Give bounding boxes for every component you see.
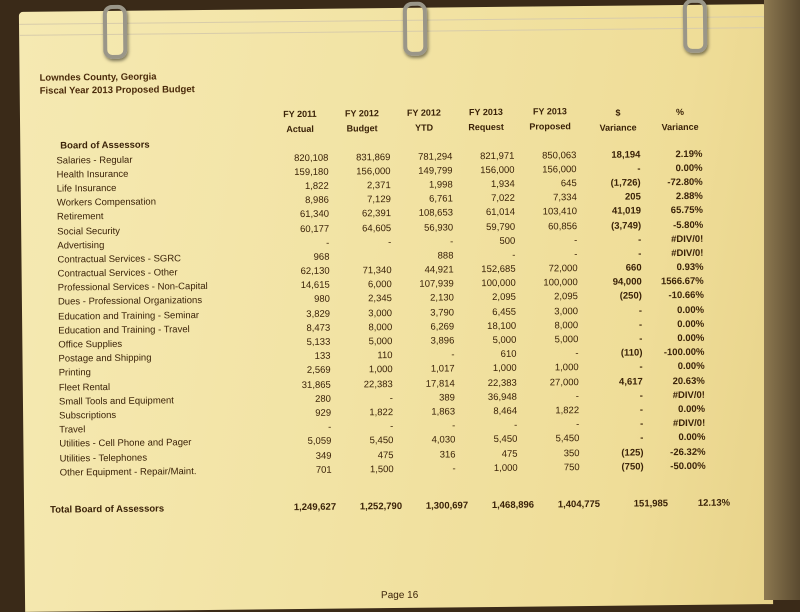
cell-fy2011: 929 <box>315 407 332 419</box>
cell-label: Subscriptions <box>59 409 117 422</box>
cell-fy2013p: 103,410 <box>542 206 578 218</box>
cell-fy2011: 60,177 <box>300 223 330 235</box>
cell-fy2013p: 850,063 <box>542 149 577 162</box>
cell-label: Life Insurance <box>56 182 117 195</box>
cell-fy2011: 968 <box>313 251 330 263</box>
cell-fy2012y: 389 <box>439 392 455 404</box>
cell-pct: 0.00% <box>677 361 705 373</box>
cell-fy2013p: - <box>575 390 579 402</box>
cell-fy2013p: 8,000 <box>554 319 579 332</box>
page-number: Page 16 <box>380 589 419 602</box>
cell-label: Education and Training - Travel <box>58 324 190 337</box>
binder-ring <box>103 5 128 59</box>
cell-label: Dues - Professional Organizations <box>57 295 203 309</box>
cell-fy2013p: 60,856 <box>548 220 578 232</box>
column-header <box>394 105 454 136</box>
cell-label: Small Tools and Equipment <box>58 395 174 408</box>
cell-var: - <box>637 163 641 175</box>
cell-fy2012b: - <box>390 421 394 433</box>
cell-fy2013r: 610 <box>500 348 517 361</box>
cell-var: - <box>638 248 642 260</box>
cell-label: Utilities - Cell Phone and Pager <box>59 437 192 450</box>
cell-fy2013p: - <box>574 234 578 246</box>
county-name: Lowndes County, Georgia <box>39 71 157 84</box>
cell-pct: 20.63% <box>672 375 705 387</box>
cell-var: 18,194 <box>611 149 641 161</box>
cell-fy2013r: 1,000 <box>493 462 518 474</box>
total-fy2011: 1,249,627 <box>293 501 337 514</box>
cell-pct: #DIV/0! <box>671 233 704 245</box>
cell-fy2013p: 645 <box>560 178 577 190</box>
cell-fy2013r: 7,022 <box>491 192 515 205</box>
cell-fy2012y: - <box>452 420 456 432</box>
cell-label: Travel <box>59 424 86 436</box>
cell-fy2012b: 1,500 <box>369 463 394 476</box>
cell-fy2012b: - <box>388 236 392 248</box>
cell-fy2013r: 2,095 <box>492 292 516 304</box>
cell-fy2013r: 821,971 <box>480 150 515 162</box>
cell-label: Contractual Services - SGRC <box>57 253 182 266</box>
cell-fy2012y: 1,998 <box>428 179 453 191</box>
column-header-line1: $ <box>615 107 621 118</box>
cell-fy2012y: 2,130 <box>430 292 454 305</box>
cell-fy2011: 159,180 <box>294 166 329 178</box>
column-header-line2: Request <box>468 121 504 133</box>
cell-pct: 1566.67% <box>660 276 704 288</box>
cell-fy2012b: 8,000 <box>368 321 393 334</box>
total-fy2013-request: 1,468,896 <box>491 499 535 512</box>
budget-title: Fiscal Year 2013 Proposed Budget <box>39 84 195 97</box>
cell-fy2012y: - <box>450 236 454 248</box>
cell-label: Health Insurance <box>56 168 129 181</box>
column-header <box>520 104 580 135</box>
column-header-line1: FY 2011 <box>283 108 317 120</box>
cell-fy2011: 14,615 <box>300 279 330 292</box>
cell-var: 94,000 <box>612 276 642 289</box>
cell-fy2012y: 4,030 <box>431 434 456 446</box>
cell-fy2013r: 22,383 <box>487 377 517 389</box>
column-header-line2: Variance <box>661 121 699 133</box>
cell-fy2012y: - <box>451 349 455 361</box>
binder-cover-edge <box>764 0 800 600</box>
cell-fy2013p: 2,095 <box>554 291 578 303</box>
cell-label: Fleet Rental <box>58 381 111 394</box>
cell-fy2012y: 107,939 <box>419 278 454 291</box>
cell-fy2012y: 3,896 <box>430 335 455 347</box>
cell-fy2013r: 1,000 <box>492 363 517 375</box>
cell-label: Salaries - Regular <box>56 154 133 167</box>
cell-fy2012b: 156,000 <box>356 165 391 178</box>
cell-fy2012b: 1,822 <box>369 407 394 419</box>
cell-fy2011: 5,133 <box>306 336 331 348</box>
column-header <box>332 106 392 137</box>
cell-fy2011: 31,865 <box>301 379 331 391</box>
total-label: Total Board of Assessors <box>50 503 165 516</box>
cell-fy2011: 280 <box>315 393 332 405</box>
cell-var: (1,726) <box>610 177 641 189</box>
cell-fy2013r: 8,464 <box>493 405 518 417</box>
cell-pct: 0.93% <box>676 261 704 274</box>
cell-fy2012y: 316 <box>439 448 456 461</box>
cell-var: - <box>639 333 643 345</box>
total-variance: 151,985 <box>633 498 669 510</box>
cell-fy2013r: 100,000 <box>481 278 516 290</box>
cell-fy2011: 8,986 <box>305 194 329 207</box>
cell-fy2012b: 64,605 <box>362 222 392 234</box>
cell-fy2011: 8,473 <box>306 322 331 334</box>
binder-sheet-edges <box>19 16 767 36</box>
column-header-line1: FY 2012 <box>406 107 441 118</box>
cell-label: Contractual Services - Other <box>57 267 178 280</box>
total-row <box>50 497 731 516</box>
cell-fy2011: 62,130 <box>300 265 330 278</box>
cell-pct: -72.80% <box>667 176 703 189</box>
column-header-line1: FY 2012 <box>344 108 379 119</box>
total-fy2012-ytd: 1,300,697 <box>425 500 469 512</box>
cell-fy2011: - <box>328 421 332 433</box>
cell-var: - <box>638 234 642 246</box>
column-header-line2: Actual <box>286 123 314 135</box>
cell-fy2012y: - <box>452 463 456 475</box>
cell-fy2013p: - <box>574 249 578 261</box>
cell-pct: -10.66% <box>668 290 704 302</box>
cell-fy2011: 1,822 <box>304 180 329 192</box>
binder-ring <box>683 0 708 53</box>
total-fy2012-budget: 1,252,790 <box>359 500 403 513</box>
cell-fy2013p: 3,000 <box>554 305 579 317</box>
cell-fy2013p: 1,822 <box>555 405 580 417</box>
cell-fy2012b: 110 <box>377 350 393 362</box>
cell-var: (125) <box>621 446 644 459</box>
cell-fy2013p: 750 <box>563 461 580 473</box>
cell-fy2013r: 500 <box>499 235 516 247</box>
cell-fy2012b: 6,000 <box>367 279 392 291</box>
cell-pct: #DIV/0! <box>672 389 705 401</box>
cell-pct: 0.00% <box>678 403 706 416</box>
column-header-line2: Budget <box>346 123 378 134</box>
cell-fy2012y: 1,017 <box>430 363 455 376</box>
cell-var: 41,019 <box>611 205 642 218</box>
cell-fy2012y: 781,294 <box>418 150 453 163</box>
column-header-line2: Variance <box>599 122 637 133</box>
cell-fy2011: 3,829 <box>306 308 331 320</box>
column-header <box>270 107 330 138</box>
cell-fy2013p: 156,000 <box>542 163 577 176</box>
cell-fy2012y: 6,269 <box>430 321 455 333</box>
cell-fy2012y: 17,814 <box>425 377 455 390</box>
cell-fy2013r: 1,934 <box>490 178 515 190</box>
cell-fy2012y: 3,790 <box>430 307 455 319</box>
cell-label: Printing <box>58 367 91 379</box>
cell-fy2012y: 1,863 <box>431 406 456 418</box>
cell-var: 660 <box>625 262 642 274</box>
cell-var: - <box>639 390 643 402</box>
column-header-line2: Proposed <box>529 121 571 132</box>
cell-fy2013r: 36,948 <box>487 391 517 403</box>
cell-var: 4,617 <box>618 376 643 388</box>
column-header-line1: % <box>675 106 685 118</box>
column-header <box>588 105 648 136</box>
cell-pct: 65.75% <box>670 205 704 217</box>
cell-fy2013p: 5,450 <box>555 433 580 445</box>
cell-var: (110) <box>620 347 643 359</box>
cell-fy2013r: 156,000 <box>480 164 515 176</box>
cell-fy2011: 701 <box>315 464 332 476</box>
cell-fy2013p: 1,000 <box>554 362 579 374</box>
cell-fy2012b: 71,340 <box>362 265 392 277</box>
cell-fy2013r: - <box>514 419 518 431</box>
cell-fy2013r: 475 <box>501 448 518 460</box>
cell-fy2012b: 3,000 <box>368 307 393 319</box>
cell-label: Education and Training - Seminar <box>58 309 200 323</box>
cell-fy2013r: 6,455 <box>492 306 517 318</box>
cell-label: Social Security <box>57 225 121 238</box>
cell-fy2012y: 149,799 <box>418 165 453 177</box>
cell-fy2013r: 61,014 <box>485 207 516 219</box>
cell-pct: 0.00% <box>677 304 705 316</box>
cell-pct: 0.00% <box>677 318 705 330</box>
cell-pct: -50.00% <box>670 460 706 472</box>
cell-var: (750) <box>621 461 644 473</box>
cell-fy2012b: 475 <box>377 449 394 461</box>
cell-fy2013p: 100,000 <box>543 277 578 289</box>
cell-var: (3,749) <box>610 219 642 232</box>
cell-fy2013r: - <box>512 249 516 261</box>
cell-pct: 2.88% <box>675 190 703 203</box>
cell-fy2013p: 350 <box>563 447 580 459</box>
cell-fy2012y: 888 <box>437 250 454 262</box>
cell-var: - <box>638 319 643 331</box>
cell-label: Utilities - Telephones <box>59 452 148 465</box>
cell-fy2013r: 18,100 <box>487 320 517 332</box>
cell-var: - <box>639 404 644 416</box>
cell-var: - <box>638 305 643 317</box>
cell-var: 205 <box>624 191 641 203</box>
cell-fy2013r: 5,000 <box>492 334 517 347</box>
cell-var: - <box>639 418 644 430</box>
cell-fy2013r: 59,790 <box>486 221 516 233</box>
cell-fy2012b: 5,450 <box>369 435 394 447</box>
cell-fy2013p: 72,000 <box>548 263 578 275</box>
column-header <box>456 105 516 136</box>
budget-page <box>19 4 773 612</box>
cell-label: Workers Compensation <box>56 196 157 209</box>
cell-fy2011: - <box>326 237 330 249</box>
cell-fy2013p: 27,000 <box>549 376 579 388</box>
cell-pct: 0.00% <box>678 432 706 444</box>
cell-fy2012b: 7,129 <box>367 194 391 206</box>
total-percent-variance: 12.13% <box>697 497 731 509</box>
cell-fy2011: 2,569 <box>306 365 331 377</box>
cell-pct: 2.19% <box>675 148 703 160</box>
cell-fy2012b <box>329 249 391 264</box>
total-fy2013-proposed: 1,404,775 <box>557 498 601 511</box>
cell-fy2012y: 108,653 <box>418 207 454 220</box>
cell-fy2012b: 22,383 <box>363 378 393 390</box>
cell-var: (250) <box>619 290 642 303</box>
column-header-line2: YTD <box>415 122 434 133</box>
cell-label: Advertising <box>57 239 105 252</box>
cell-fy2013p: - <box>576 419 580 431</box>
cell-pct: #DIV/0! <box>672 417 706 430</box>
cell-fy2011: 133 <box>314 350 331 363</box>
cell-pct: -100.00% <box>663 346 705 359</box>
cell-label: Postage and Shipping <box>58 352 152 365</box>
cell-var: - <box>639 361 643 373</box>
cell-fy2012b: 2,371 <box>366 180 391 192</box>
cell-fy2011: 61,340 <box>299 209 330 221</box>
cell-fy2012y: 56,930 <box>424 221 454 234</box>
document-header <box>40 70 195 98</box>
column-header-line1: FY 2013 <box>468 106 503 118</box>
cell-fy2011: 980 <box>313 294 330 306</box>
binder-ring <box>403 2 428 56</box>
cell-fy2012b: 831,869 <box>356 151 391 164</box>
cell-pct: #DIV/0! <box>671 247 704 260</box>
cell-fy2012b: - <box>389 392 394 404</box>
column-header <box>650 105 710 136</box>
cell-fy2013p: - <box>575 348 579 360</box>
cell-fy2013p: 7,334 <box>553 192 577 204</box>
cell-fy2012b: 5,000 <box>368 336 393 348</box>
cell-label: Office Supplies <box>58 338 123 351</box>
cell-fy2012b: 62,391 <box>361 208 392 220</box>
cell-fy2013r: 152,685 <box>481 263 516 276</box>
cell-label: Retirement <box>56 211 104 223</box>
budget-table <box>56 147 705 480</box>
cell-fy2012b: 1,000 <box>368 364 393 376</box>
cell-fy2011: 5,059 <box>307 436 332 448</box>
cell-fy2013p: 5,000 <box>554 334 579 346</box>
cell-fy2013r: 5,450 <box>493 434 518 446</box>
cell-pct: 0.00% <box>675 162 703 174</box>
cell-fy2012b: 2,345 <box>368 293 392 305</box>
cell-fy2011: 820,108 <box>294 152 329 164</box>
cell-pct: 0.00% <box>677 332 705 345</box>
cell-fy2012y: 44,921 <box>424 264 454 276</box>
cell-fy2011: 349 <box>315 450 332 462</box>
section-title: Board of Assessors <box>60 139 150 152</box>
cell-label: Professional Services - Non-Capital <box>57 281 208 294</box>
cell-pct: -26.32% <box>670 446 706 458</box>
cell-label: Other Equipment - Repair/Maint. <box>59 465 197 479</box>
cell-pct: -5.80% <box>672 219 704 231</box>
column-header-line1: FY 2013 <box>532 106 567 117</box>
cell-var: - <box>640 432 644 444</box>
cell-fy2012y: 6,761 <box>429 193 453 205</box>
